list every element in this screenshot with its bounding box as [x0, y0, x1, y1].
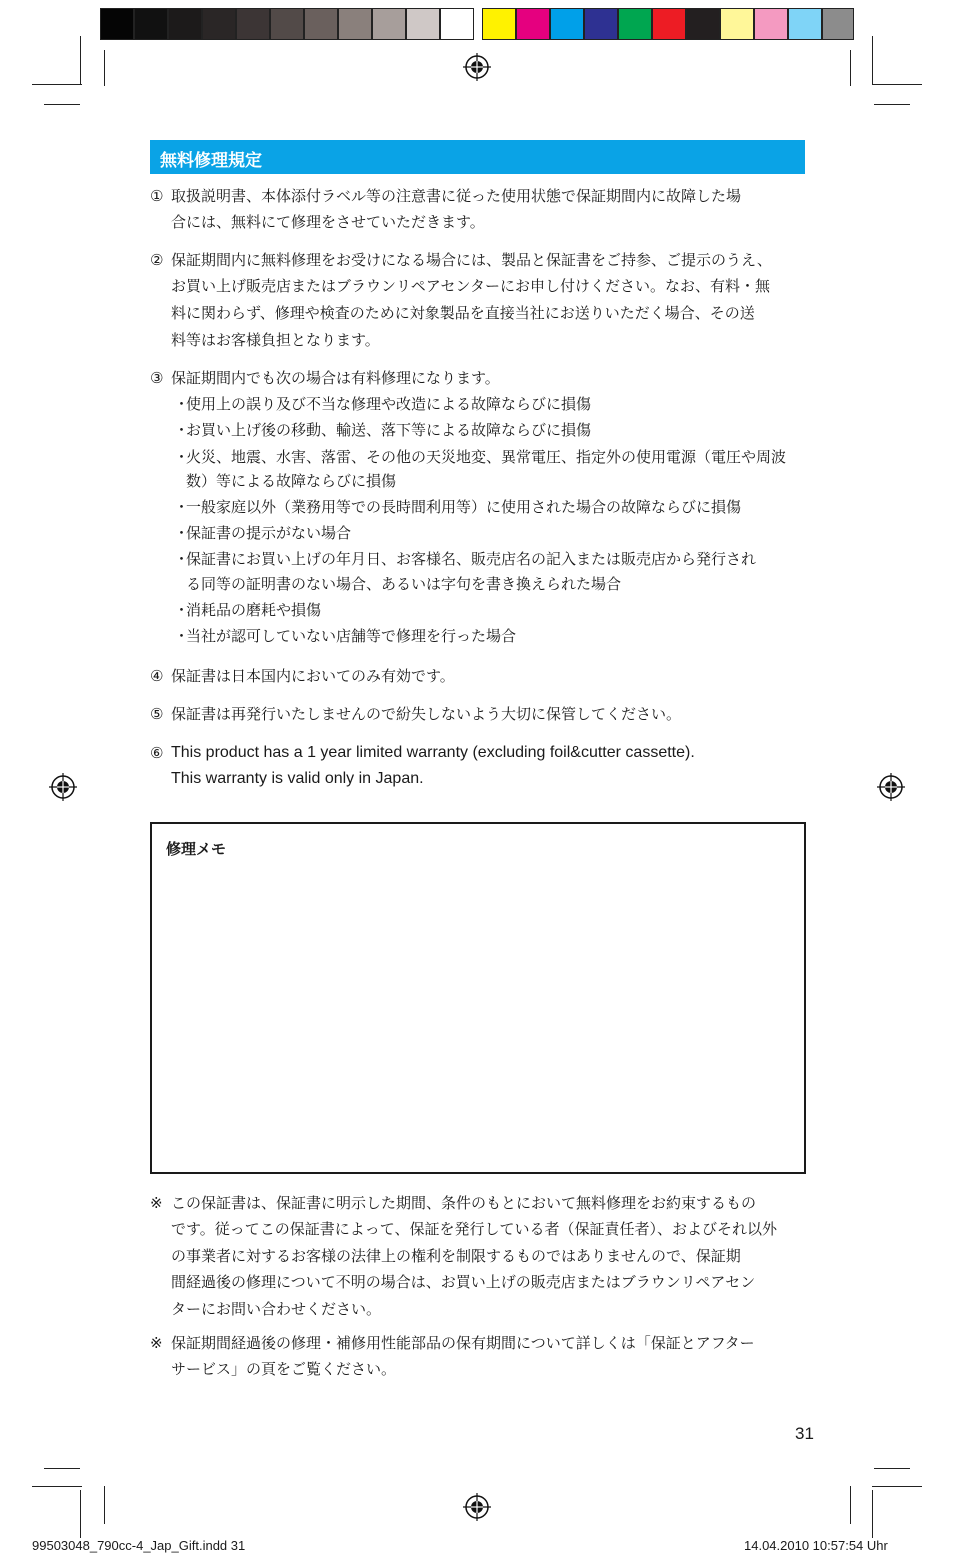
item-marker: ④ [150, 667, 164, 685]
crop-mark [872, 1490, 873, 1538]
list-item: お買い上げ後の移動、輸送、落下等による故障ならびに損傷 [186, 421, 592, 439]
color-swatch [270, 8, 304, 40]
bullet: ・ [174, 627, 190, 645]
list-item-continued: 数）等による故障ならびに損傷 [186, 472, 397, 490]
crop-mark [872, 1486, 922, 1487]
note-2-line-2: サービス」の頁をご覧ください。 [171, 1360, 397, 1378]
color-swatch [822, 8, 854, 40]
crop-mark [850, 50, 851, 86]
slug-file-name: 99503048_790cc-4_Jap_Gift.indd 31 [32, 1538, 246, 1553]
color-swatch [584, 8, 618, 40]
note-marker: ※ [150, 1194, 163, 1212]
repair-memo-box [150, 822, 806, 1174]
item-6-line-1: This product has a 1 year limited warranty (excluding foil&cutter cassette). [171, 744, 695, 761]
item-marker: ① [150, 187, 164, 205]
bullet: ・ [174, 524, 190, 542]
registration-mark-icon [48, 772, 78, 802]
color-swatch [304, 8, 338, 40]
crop-mark [874, 1468, 910, 1469]
note-marker: ※ [150, 1334, 163, 1352]
bullet: ・ [174, 498, 190, 516]
list-item: 火災、地震、水害、落雷、その他の天災地変、異常電圧、指定外の使用電源（電圧や周波 [186, 448, 787, 466]
color-swatch [202, 8, 236, 40]
slug-timestamp: 14.04.2010 10:57:54 Uhr [744, 1538, 888, 1553]
section-title: 無料修理規定 [160, 151, 262, 171]
bullet: ・ [174, 550, 190, 568]
crop-mark [872, 84, 922, 85]
item-marker: ⑤ [150, 705, 164, 723]
note-2-line-1: 保証期間経過後の修理・補修用性能部品の保有期間について詳しくは「保証とアフター [171, 1334, 755, 1352]
item-6-line-2: This warranty is valid only in Japan. [171, 770, 424, 787]
color-swatch [618, 8, 652, 40]
note-1-line-2: です。従ってこの保証書によって、保証を発行している者（保証責任者）、およびそれ以外 [171, 1220, 778, 1238]
crop-mark [44, 104, 80, 105]
item-marker: ⑥ [150, 744, 164, 762]
color-swatch [134, 8, 168, 40]
item-2-line-3: 料に関わらず、修理や検査のために対象製品を直接当社にお送りいただく場合、その送 [171, 304, 755, 322]
color-swatch [652, 8, 686, 40]
bullet: ・ [174, 448, 190, 466]
item-3-line-1: 保証期間内でも次の場合は有料修理になります。 [171, 369, 500, 387]
color-bar [0, 0, 954, 44]
color-swatch [754, 8, 788, 40]
crop-mark [80, 36, 81, 84]
crop-mark [850, 1486, 851, 1524]
crop-mark [80, 1490, 81, 1538]
bullet: ・ [174, 601, 190, 619]
bullet: ・ [174, 395, 190, 413]
item-2-line-4: 料等はお客様負担となります。 [171, 331, 380, 349]
item-5-line-1: 保証書は再発行いたしませんので紛失しないよう大切に保管してください。 [171, 705, 682, 723]
color-swatch [550, 8, 584, 40]
item-2-line-1: 保証期間内に無料修理をお受けになる場合には、製品と保証書をご持参、ご提示のうえ、 [171, 251, 772, 269]
item-marker: ③ [150, 369, 164, 387]
color-swatch [516, 8, 550, 40]
color-swatch [788, 8, 822, 40]
registration-mark-icon [876, 772, 906, 802]
page-number: 31 [795, 1424, 814, 1443]
crop-mark [872, 36, 873, 84]
crop-mark [32, 84, 82, 85]
crop-mark [32, 1486, 82, 1487]
color-swatch [440, 8, 474, 40]
list-item: 保証書にお買い上げの年月日、お客様名、販売店名の記入または販売店から発行され [186, 550, 757, 568]
item-2-line-2: お買い上げ販売店またはブラウンリペアセンターにお申し付けください。なお、有料・無 [171, 277, 770, 295]
note-1-line-1: この保証書は、保証書に明示した期間、条件のもとにおいて無料修理をお約束するもの [171, 1194, 757, 1212]
registration-mark-icon [462, 1492, 492, 1522]
list-item: 保証書の提示がない場合 [186, 524, 352, 542]
list-item: 消耗品の磨耗や損傷 [186, 601, 322, 619]
note-1-line-3: の事業者に対するお客様の法律上の権利を制限するものではありませんので、保証期 [171, 1247, 741, 1265]
color-swatch [338, 8, 372, 40]
list-item: 当社が認可していない店舗等で修理を行った場合 [186, 627, 517, 645]
note-1-line-4: 間経過後の修理について不明の場合は、お買い上げの販売店またはブラウンリペアセン [171, 1273, 756, 1291]
crop-mark [104, 50, 105, 86]
color-swatch [406, 8, 440, 40]
crop-mark [44, 1468, 80, 1469]
item-4-line-1: 保証書は日本国内においてのみ有効です。 [171, 667, 455, 685]
color-swatch [720, 8, 754, 40]
crop-mark [104, 1486, 105, 1524]
note-1-line-5: ターにお問い合わせください。 [171, 1300, 382, 1318]
item-marker: ② [150, 251, 164, 269]
crop-mark [874, 104, 910, 105]
section-heading-bar [150, 140, 805, 174]
registration-mark-icon [462, 52, 492, 82]
list-item: 使用上の誤り及び不当な修理や改造による故障ならびに損傷 [186, 395, 592, 413]
color-swatch [100, 8, 134, 40]
item-1-line-1: 取扱説明書、本体添付ラベル等の注意書に従った使用状態で保証期間内に故障した場 [171, 187, 742, 205]
color-swatch [372, 8, 406, 40]
repair-memo-title: 修理メモ [166, 840, 227, 858]
item-1-line-2: 合には、無料にて修理をさせていただきます。 [171, 213, 485, 231]
color-swatch [482, 8, 516, 40]
bullet: ・ [174, 421, 190, 439]
color-swatch [168, 8, 202, 40]
color-swatch [236, 8, 270, 40]
list-item: 一般家庭以外（業務用等での長時間利用等）に使用された場合の故障ならびに損傷 [186, 498, 742, 516]
list-item-continued: る同等の証明書のない場合、あるいは字句を書き換えられた場合 [186, 575, 622, 593]
color-swatch [686, 8, 720, 40]
